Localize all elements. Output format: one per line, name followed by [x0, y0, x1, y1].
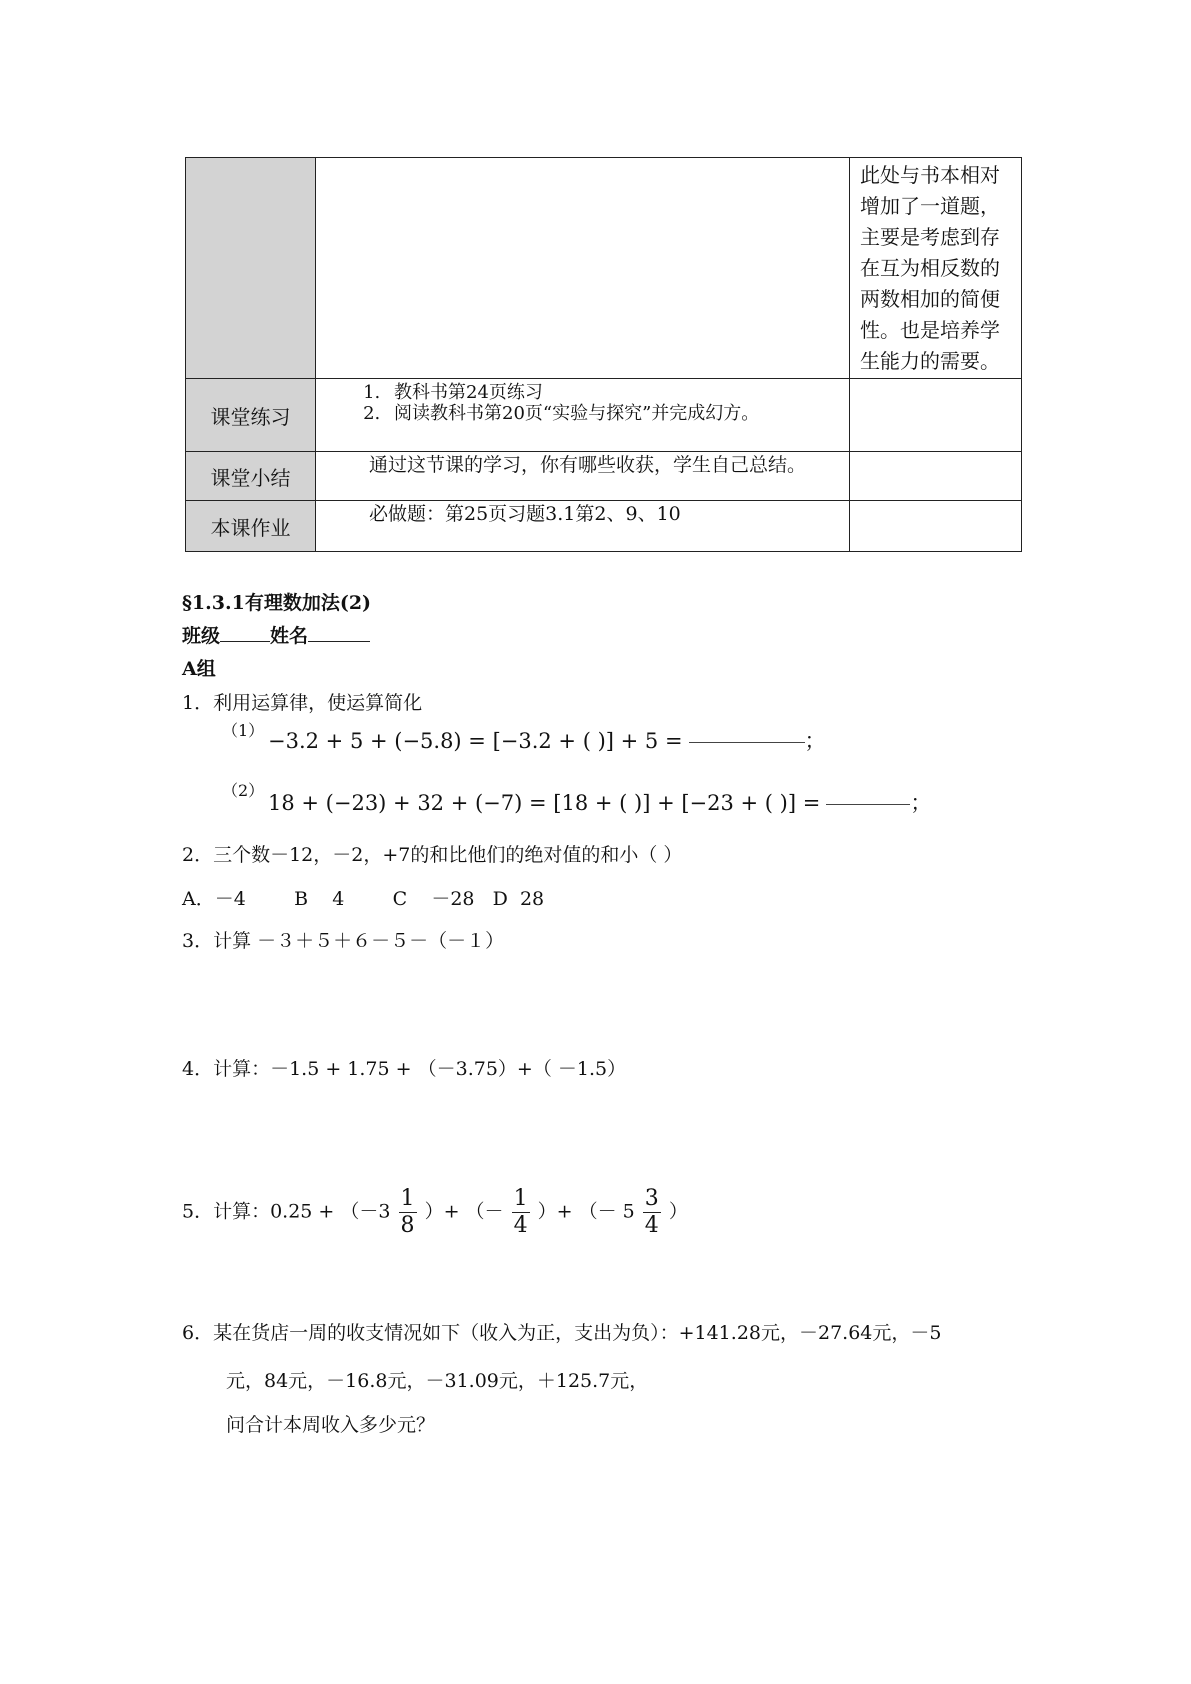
student-info-line [182, 621, 370, 648]
question-6-line-3: 问合计本周收入多少元？ [226, 1414, 436, 1436]
practice-note-cell [850, 379, 1022, 452]
class-blank[interactable] [220, 623, 270, 642]
name-blank[interactable] [308, 623, 370, 642]
table-row-practice [186, 379, 1022, 452]
question-6-line-2: 元，84元，－16.8元，－31.09元，＋125.7元， [226, 1370, 649, 1392]
question-6-line-1: 6．某在货店一周的收支情况如下（收入为正，支出为负）：+141.28元，－27.64元，－5 [182, 1322, 942, 1344]
table-row-homework [186, 501, 1022, 552]
summary-cell [316, 452, 850, 501]
q1-sub1-end: ； [804, 729, 826, 753]
summary-text: 通过这节课的学习，你有哪些收获，学生自己总结。 [369, 454, 807, 476]
q1-sub1-equation: −3.2 + 5 + (−5.8) = [−3.2 + ( )] + 5 = ； [268, 729, 826, 753]
homework-note-cell [850, 501, 1022, 552]
answer-blank[interactable] [689, 742, 805, 743]
practice-item: 2. 阅读教科书第20页“实验与探究”并完成幻方。 [386, 403, 849, 424]
summary-label: 课堂小结 [186, 452, 316, 501]
question-4: 4．计算：－1.5 + 1.75 + （－3.75）+（ －1.5） [182, 1058, 627, 1080]
question-2-stem: 2．三个数－12，－2，+7的和比他们的绝对值的和小（ ） [182, 844, 683, 866]
answer-blank[interactable] [826, 804, 910, 805]
q1-sub2-equation: 18 + (−23) + 32 + (−7) = [18 + ( )] + [−23 + ( )] = ； [268, 791, 932, 815]
fraction-3-4: $\frac{3}{4}$ [644, 1186, 659, 1238]
table-row-summary [186, 452, 1022, 501]
class-label: 班级 [182, 625, 221, 647]
homework-cell [316, 501, 850, 552]
homework-label: 本课作业 [186, 501, 316, 552]
group-label: A组 [182, 658, 216, 680]
question-5: 5．计算：0.25 + （－3 $\frac{1}{8}$ ）+ （－ $\frac{1}{4}$ ）+ （－ 5 $\frac{3}{4}$ ） [182, 1186, 688, 1238]
practice-item: 1. 教科书第24页练习 [386, 382, 849, 403]
q1-sub2-label: （2） [222, 781, 265, 800]
question-1-stem: 1．利用运算律，使运算简化 [182, 692, 423, 714]
lesson-table [185, 157, 1022, 552]
question-3: 3．计算 －３＋５＋６－５－（－１） [182, 930, 505, 952]
practice-cell [316, 379, 850, 452]
content-cell-empty [316, 158, 850, 379]
teaching-note: 此处与书本相对 增加了一道题， 主要是考虑到存 在互为相反数的 两数相加的简便 性。也是培养学 生能力的需要。 [860, 163, 1000, 373]
fraction-1-8: $\frac{1}{8}$ [400, 1186, 415, 1238]
practice-label: 课堂练习 [186, 379, 316, 452]
label-cell-empty [186, 158, 316, 379]
practice-list [316, 382, 849, 424]
homework-text: 必做题：第25页习题3.1第2、9、10 [369, 503, 681, 525]
q1-sub2-end: ； [910, 791, 932, 815]
q1-sub1-label: （1） [222, 721, 265, 740]
note-cell [850, 158, 1022, 379]
table-row-top [186, 158, 1022, 379]
worksheet-title: §1.3.1有理数加法(2) [182, 592, 372, 614]
name-label: 姓名 [270, 625, 309, 647]
summary-note-cell [850, 452, 1022, 501]
question-2-options: A．－4 B 4 C －28 D 28 [182, 888, 545, 910]
fraction-1-4: $\frac{1}{4}$ [513, 1186, 528, 1238]
